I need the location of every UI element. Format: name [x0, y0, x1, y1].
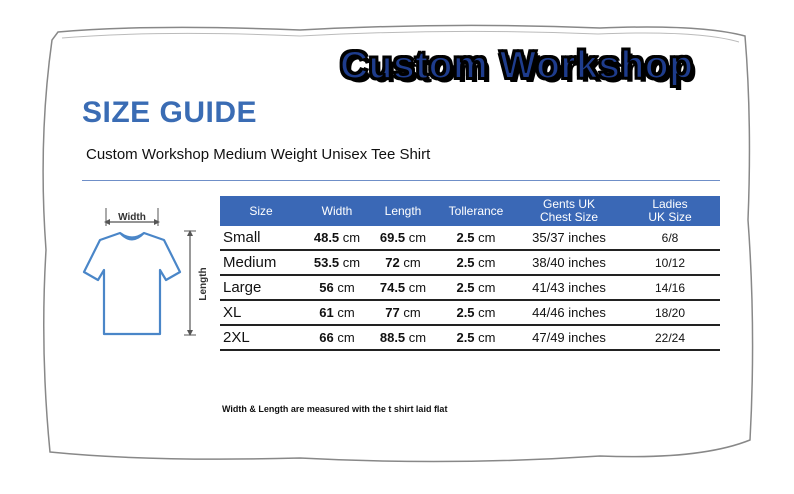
- table-row: [220, 275, 720, 300]
- cell-gents: 38/40 inches: [518, 250, 620, 275]
- cell-gents: 35/37 inches: [518, 226, 620, 250]
- table-row: [220, 300, 720, 325]
- table-row: [220, 250, 720, 275]
- cell-width: 48.5 cm: [302, 226, 372, 250]
- cell-ladies: 14/16: [620, 275, 720, 300]
- measurement-note: Width & Length are measured with the t shirt laid flat: [222, 404, 448, 414]
- header-length: Length: [372, 196, 434, 226]
- brand-logo: Custom Workshop: [340, 44, 694, 87]
- cell-ladies: 22/24: [620, 325, 720, 350]
- cell-gents: 41/43 inches: [518, 275, 620, 300]
- cell-length: 88.5 cm: [372, 325, 434, 350]
- cell-ladies: 10/12: [620, 250, 720, 275]
- header-width: Width: [302, 196, 372, 226]
- tshirt-icon: [84, 233, 180, 334]
- cell-tolerance: 2.5 cm: [434, 275, 518, 300]
- product-subtitle: Custom Workshop Medium Weight Unisex Tee Shirt: [86, 146, 431, 163]
- table-row: [220, 325, 720, 350]
- cell-length: 74.5 cm: [372, 275, 434, 300]
- cell-width: 56 cm: [302, 275, 372, 300]
- header-gents: Gents UK Chest Size: [518, 196, 620, 226]
- cell-width: 53.5 cm: [302, 250, 372, 275]
- cell-ladies: 18/20: [620, 300, 720, 325]
- cell-length: 69.5 cm: [372, 226, 434, 250]
- cell-size: XL: [220, 300, 302, 325]
- page-title: SIZE GUIDE: [82, 96, 258, 129]
- cell-width: 66 cm: [302, 325, 372, 350]
- header-tolerance: Tollerance: [434, 196, 518, 226]
- cell-tolerance: 2.5 cm: [434, 325, 518, 350]
- divider: [82, 180, 720, 181]
- header-ladies: Ladies UK Size: [620, 196, 720, 226]
- table-header: [220, 196, 720, 226]
- cell-size: Medium: [220, 250, 302, 275]
- cell-size: Large: [220, 275, 302, 300]
- cell-tolerance: 2.5 cm: [434, 300, 518, 325]
- cell-ladies: 6/8: [620, 226, 720, 250]
- cell-gents: 47/49 inches: [518, 325, 620, 350]
- size-table: [220, 196, 720, 351]
- tshirt-diagram: [82, 200, 218, 340]
- length-label: Length: [198, 267, 209, 301]
- cell-width: 61 cm: [302, 300, 372, 325]
- cell-gents: 44/46 inches: [518, 300, 620, 325]
- cell-length: 77 cm: [372, 300, 434, 325]
- cell-tolerance: 2.5 cm: [434, 226, 518, 250]
- cell-length: 72 cm: [372, 250, 434, 275]
- width-label: Width: [118, 212, 146, 223]
- cell-tolerance: 2.5 cm: [434, 250, 518, 275]
- cell-size: Small: [220, 226, 302, 250]
- header-size: Size: [220, 196, 302, 226]
- cell-size: 2XL: [220, 325, 302, 350]
- table-row: [220, 226, 720, 250]
